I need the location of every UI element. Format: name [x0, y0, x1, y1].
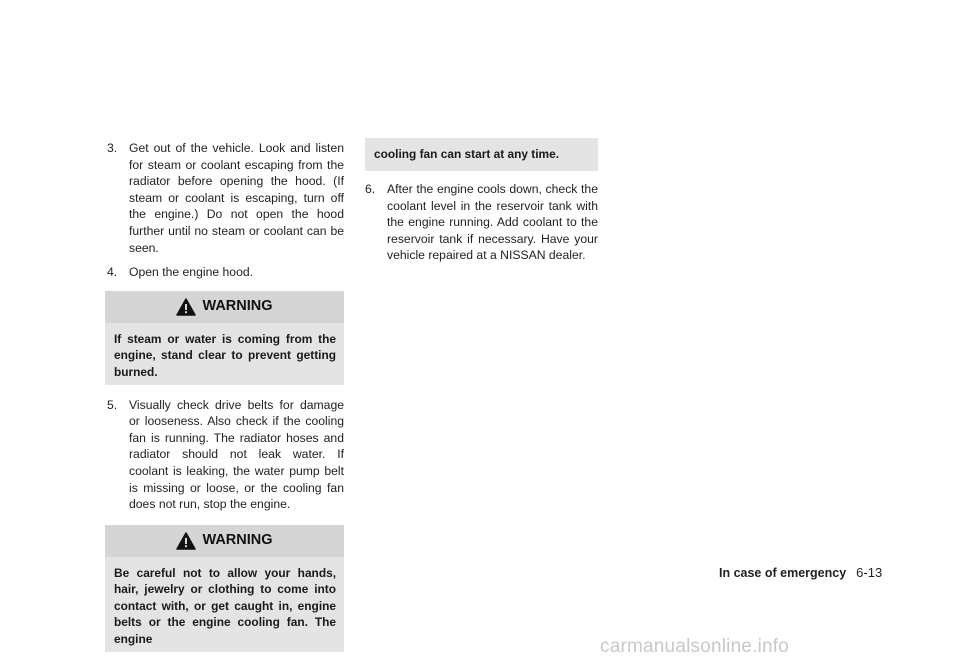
- warning-triangle-icon: [176, 532, 196, 550]
- step-text: Open the engine hood.: [129, 265, 254, 280]
- warning-title: WARNING: [202, 532, 273, 549]
- step-text: Get out of the vehicle. Look and listen for steam or coolant escaping from the radiator before opening the hood. (If steam or coolant is escaping, turn off the engine.) Do not open the hood further until no steam or coolant can be seen.: [129, 141, 344, 255]
- step-number: 6.: [365, 182, 376, 196]
- step-number: 3.: [107, 141, 118, 155]
- warning-box-1: [105, 291, 344, 385]
- step-number: 5.: [107, 397, 118, 412]
- warning-header: [105, 291, 344, 323]
- warning-text: Be careful not to allow your hands, hair, jewelry or clothing to come into contact with, or get caught in, engine belts or the engine cooling fan. The engine: [105, 557, 344, 652]
- warning-text: If steam or water is coming from the engine, stand clear to prevent getting burned.: [105, 323, 344, 385]
- page-footer: [719, 565, 882, 580]
- step-text: After the engine cools down, check the coolant level in the reservoir tank with the engine running. Add coolant to the reservoir tank if necessary. Have your vehicle repaired at a NISSAN dealer.: [387, 182, 598, 263]
- warning-text: cooling fan can start at any time.: [365, 138, 598, 171]
- watermark: carmanualsonline.info: [600, 636, 790, 657]
- step-3: [107, 140, 344, 256]
- warning-title: WARNING: [202, 298, 273, 315]
- step-4: [107, 264, 344, 281]
- page-number: 6-13: [856, 565, 883, 580]
- step-6: [365, 181, 598, 264]
- step-text: Visually check drive belts for damage or looseness. Also check if the cooling fan is running. The radiator hoses and radiator should not leak water. If coolant is leaking, the water pump belt is missing or loose, or the cooling fan does not run, stop the engine.: [129, 397, 344, 512]
- warning-triangle-icon: [176, 298, 196, 316]
- right-column: [365, 138, 598, 272]
- left-column: [107, 140, 344, 664]
- step-number: 4.: [107, 265, 118, 280]
- warning-box-2-continued: [365, 138, 598, 171]
- warning-box-2: [105, 525, 344, 652]
- section-title: In case of emergency: [719, 566, 847, 580]
- step-5: [107, 397, 344, 513]
- warning-header: [105, 525, 344, 557]
